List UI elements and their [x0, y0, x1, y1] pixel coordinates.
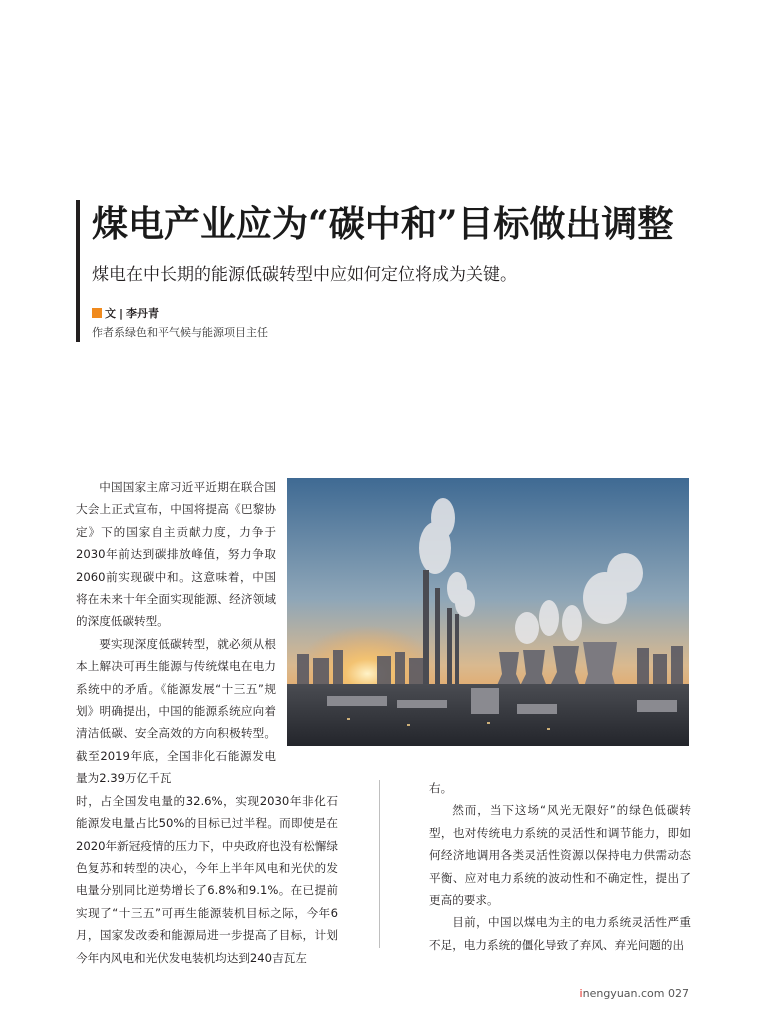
article-subtitle: 煤电在中长期的能源低碳转型中应如何定位将成为关键。 — [92, 265, 517, 285]
paragraph: 中国国家主席习近平近期在联合国大会上正式宣布，中国将提高《巴黎协定》下的国家自主贡献力度，力争于2030年前达到碳排放峰值，努力争取2060前实现碳中和。这意味着，中国将在未来十年全面实现能源、经济领域的深度低碳转型。 — [76, 480, 276, 629]
brand-initial: i — [579, 987, 583, 1000]
brand-domain: nengyuan.com — [582, 987, 665, 1000]
column-divider — [379, 780, 380, 948]
author-name: 李丹青 — [126, 307, 160, 320]
page-footer — [580, 987, 689, 1000]
paragraph: 要实现深度低碳转型，就必须从根本上解决可再生能源与传统煤电在电力系统中的矛盾。《能源发展“十三五”规划》明确提出，中国的能源系统应向着清洁低碳、安全高效的方向积极转型。截至2019年底，全国非化石能源发电量为2.39万亿千瓦 — [76, 636, 276, 786]
power-plant-photo — [287, 478, 689, 746]
article-title: 煤电产业应为“碳中和”目标做出调整 — [92, 203, 674, 245]
orange-square-icon — [92, 308, 102, 318]
paragraph: 目前，中国以煤电为主的电力系统灵活性严重不足，电力系统的僵化导致了弃风、弃光问题的出 — [429, 915, 691, 952]
right-column — [429, 777, 691, 956]
left-column — [76, 476, 338, 969]
paragraph: 然而，当下这场“风光无限好”的绿色低碳转型，也对传统电力系统的灵活性和调节能力，即如何经济地调用各类灵活性资源以保持电力供需动态平衡、应对电力系统的波动性和不确定性，提出了更高的要求。 — [429, 803, 691, 908]
paragraph: 右。 — [429, 781, 453, 795]
byline-separator: | — [119, 306, 124, 320]
page-number: 027 — [668, 987, 689, 1000]
author-note: 作者系绿色和平气候与能源项目主任 — [92, 326, 268, 339]
paragraph: 时，占全国发电量的32.6%，实现2030年非化石能源发电量占比50%的目标已过半程。而即使是在2020年新冠疫情的压力下，中央政府也没有松懈绿色复苏和转型的决心，今年上半年风电和光伏的发电量分别同比逆势增长了6.8%和9.1%。在已提前实现了“十三五”可再生能源装机目标之际，今年6月，国家发改委和能源局进一步提高了目标，计划今年内风电和光伏发电装机均达到240吉瓦左 — [76, 793, 338, 965]
byline — [92, 305, 159, 321]
title-accent-bar — [76, 200, 80, 342]
byline-prefix: 文 — [105, 307, 116, 320]
